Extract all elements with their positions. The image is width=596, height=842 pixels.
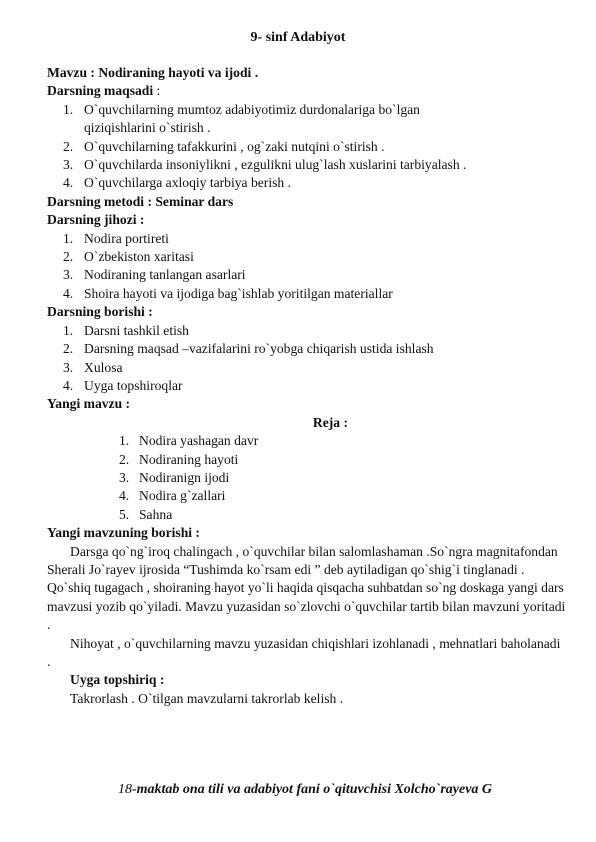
list-item: 1. Darsni tashkil etish (63, 322, 189, 338)
new-topic-heading: Yangi mavzu : (47, 396, 131, 412)
list-item: 2. Darsning maqsad –vazifalarini ro`yobga chiqarish ustida ishlash (63, 341, 434, 357)
list-item: 3. Xulosa (63, 359, 123, 375)
plan-heading: Reja : (312, 414, 348, 430)
procedure-list (47, 322, 567, 396)
author-footer (0, 782, 596, 798)
method-line: Darsning metodi : Seminar dars (47, 193, 234, 209)
new-topic-procedure-heading: Yangi mavzuning borishi : (47, 525, 200, 541)
school-number: 18 (117, 782, 132, 797)
homework-text: Takrorlash . O`tilgan mavzularni takrorlab kelish . (70, 690, 344, 706)
list-item: 2. O`quvchilarning tafakkurini , og`zaki nutqini o`stirish . (63, 138, 385, 154)
lesson-content (47, 64, 567, 708)
list-item: 3. Nodiraning tanlangan asarlari (63, 267, 246, 283)
list-item: 2. Nodiraning hayoti (119, 451, 239, 467)
list-item: 1. Nodira portireti (63, 230, 169, 246)
equipment-heading: Darsning jihozi : (47, 212, 145, 228)
list-item: 4. Shoira hayoti va ijodiga bag`ishlab yoritilgan materiallar (63, 285, 393, 301)
topic-line: Mavzu : Nodiraning hayoti va ijodi . (47, 65, 259, 80)
list-item: 2. O`zbekiston xaritasi (63, 249, 194, 265)
list-item: 4. Nodira g`zallari (119, 488, 226, 504)
plan-list (47, 432, 567, 524)
page-title: 9- sinf Adabiyot (250, 30, 346, 45)
author-credit: -maktab ona tili va adabiyot fani o`qituvchisi Xolcho`rayeva G (131, 782, 493, 797)
list-item: 3. Nodiranign ijodi (119, 469, 230, 485)
procedure-heading: Darsning borishi : (47, 304, 153, 320)
conclusion-paragraph: Nihoyat , o`quvchilarning mavzu yuzasidan chiqishlari izohlanadi , mehnatlari baholanadi . (47, 635, 561, 669)
list-item: 4. Uyga topshiroqlar (63, 377, 183, 393)
goals-list (47, 101, 567, 193)
list-item: 3. O`quvchilarda insoniylikni , ezgulikni ulug`lash xuslarini tarbiyalash . (63, 157, 467, 173)
list-item: 5. Sahna (119, 506, 173, 522)
list-item: 1. O`quvchilarning mumtoz adabiyotimiz durdonalariga bo`lgan qiziqishlarini o`stirish . (63, 101, 420, 136)
list-item: 4. O`quvchilarga axloqiy tarbiya berish . (63, 175, 291, 191)
equipment-list (47, 230, 567, 304)
goals-heading-line (47, 82, 567, 100)
list-item: 1. Nodira yashagan davr (119, 433, 259, 449)
goals-heading-colon: : (153, 83, 161, 99)
procedure-paragraph: Darsga qo`ng`iroq chalingach , o`quvchilar bilan salomlashaman .So`ngra magnitafondan Sherali Jo`rayev ijrosida “Tushimda ko`rsam edi ” deb aytiladigan qo`shig`i tinglanadi . Qo`shiq tugagach , shoiraning hayot yo`li haqida qisqacha suhbatdan so`ng doskaga yangi dars mavzusi yozib qo`yiladi. Mavzu yuzasidan so`zlovchi o`quvchilar tartib bilan mavzuni yoritadi . (47, 543, 566, 633)
homework-heading: Uyga topshiriq : (70, 672, 165, 688)
goals-heading: Darsning maqsadi (47, 83, 154, 99)
